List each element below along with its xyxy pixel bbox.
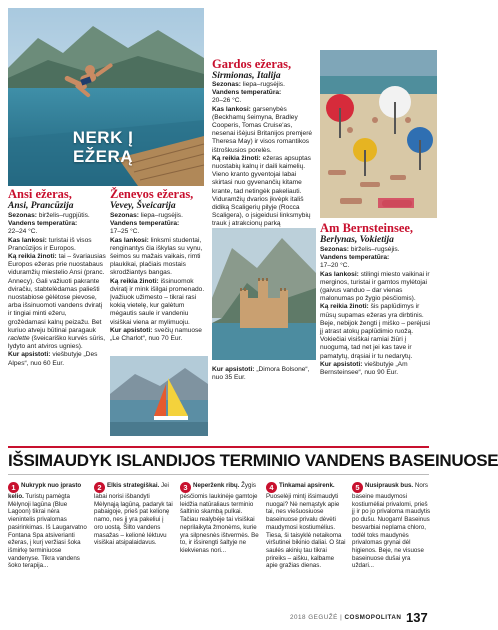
tip-body: Puoselėji mintį išsimaudyti nuogai? Nė nemąstyk apie tai, nes viešuosiuose baseinuose privalu dėvėti maudymosi kostiumėlius. Tiesa, ši taisyklė netaikoma viršutinei bikinio daliai. O štai saulės akinių tau tikrai prireiks – aišku, kalbame apie gražias dienas.: [266, 493, 346, 570]
tip-heading: Nukrypk nuo įprasto kelio.: [8, 482, 82, 500]
page-number: 137: [406, 610, 428, 625]
annecy-who: Kas lankosi: turistai iš visos Prancūzijos ir Europos.: [8, 236, 92, 252]
vevey-stay: Kur apsistoti: svečių namuose „Le Charlot“, nuo 70 Eur.: [110, 326, 202, 343]
tip-5: [352, 482, 432, 570]
vevey-who: Kas lankosi: linksmi studentai, renginantys čia iškylas su vynu, šeimos su mažais vaikais, rimti plaukikai, plačiais mostais skrodžiantys bangas.: [110, 236, 203, 277]
hero-title-line1: NERK Į: [72, 128, 134, 147]
berlin-what: Ką reikia žinoti: šis paplūdimys ir mūsų supamas ežeras yra dirbtinis. Beje, nebijok žengti į miško – perėjusi jį atrast atokų paplūdimio ruožą. Vokiečiai visiškai ramiai žiūri į nuogumą, tad net jei kas tave ir pamatytų, drąsiai ir tu nedarytų.: [320, 303, 430, 360]
sailboat-photo: [110, 356, 208, 436]
annecy-subtitle: Ansi, Prancūzija: [8, 201, 74, 211]
band-rule-bottom: [8, 474, 429, 475]
tip-1: [8, 482, 88, 570]
tip-number: 1: [8, 482, 19, 493]
vevey-body: [110, 212, 210, 343]
tip-number: 2: [94, 482, 105, 493]
berlin-temp: Vandens temperatūra: 17–20 °C.: [320, 254, 390, 270]
annecy-section: [8, 188, 104, 212]
tip-3: [180, 482, 260, 555]
garda-temp: Vandens temperatūra: 20–26 °C.: [212, 89, 282, 105]
footer: [290, 614, 401, 621]
garda-subtitle: Sirmionas, Italija: [212, 71, 281, 81]
annecy-temp: Vandens temperatūra: 22–24 °C.: [8, 220, 78, 236]
tip-heading: Elkis strategiškai.: [107, 482, 160, 489]
garda-section: [212, 58, 318, 82]
annecy-stay: Kur apsistoti: viešbutyje „Des Alpes“, nuo 60 Eur.: [8, 351, 98, 367]
hero-title: [48, 128, 158, 166]
vevey-subtitle: Vevey, Šveicarija: [110, 201, 176, 211]
garda-who: Kas lankosi: garsenybės (Beckhamų šeimyna, Bradley Cooperis, Tomas Cruise'as, nesenai išėjusi Britanijos premjerė Theresa May) ir visos romantikos ištroškusios porelės.: [212, 105, 313, 154]
berlin-season: Sezonas: birželis–rugsėjis.: [320, 246, 400, 253]
garda-stay-block: [212, 366, 316, 382]
vevey-temp: Vandens temperatūra: 17–25 °C.: [110, 220, 180, 236]
berlin-body: [320, 246, 432, 377]
castle-photo: [212, 228, 316, 360]
garda-body: [212, 81, 316, 228]
band-rule-top: [8, 446, 429, 448]
tip-number: 5: [352, 482, 363, 493]
hero-title-line2: EŽERĄ: [72, 147, 134, 166]
garda-what: Ką reikia žinoti: ežeras apsuptas nuostabių kalnų ir daili kaimelių. Vieno kranto gyventojai labai skirtasi nuo gyvenančių kitame krante, tad netingėk pakeliauti. Viduramžių dvarios įkvėpk itališ didiką Scaligerių pilyje (Rocca Scaligera), o įsigeidusi linksmybių trauk į atrakcionų parką: [212, 154, 311, 228]
garda-season: Sezonas: liepa–rugsėjis.: [212, 81, 285, 88]
vevey-season: Sezonas: liepa–rugsėjis.: [110, 212, 183, 219]
annecy-title: Ansi ežeras,: [8, 187, 72, 201]
tip-body: Jei labai norisi išbandyti Mėlynąją lagūną, padaryk tai pabaigoje, prieš pat kelionę namo, nes jį yra pakeliui į oro uostą. Šilto vandens masažas – kelionė lėktuvu visiškai atsipalaidavus.: [94, 482, 173, 547]
berlin-who: Kas lankosi: stilingi miesto vaikinai ir merginos, turistai ir gamtos mylėtojai (gaivus vanduo – dar vienas malonumas po žygio pėsčiomis).: [320, 270, 430, 303]
tip-number: 4: [266, 482, 277, 493]
tip-body: Žygis pėsčiomis laukinėje gamtoje leidžia natūraliaus terminio šaltinio skambą pulkai. Tačiau realybėje tai visiškai neprilaikyta žmonėms, kurie yra silpnesnės ištvermės. Be to, ir išsirengti šaltyje ne kiekvienas nori...: [180, 482, 259, 554]
tip-4: [266, 482, 346, 570]
annecy-what: Ką reikia žinoti: tai – švariausias Europos ežeras prie nuostabaus viduramžių miestelio Ansi (pranc. Annecy). Gali važiuoti pakrante dviračiu, stabtelėdamas paliešti nuostabiose gėlėtose pievose, arba išsinuomoti vandens dviratį ir tingiai minti ežeru, grožėdamasi kalnų peizažu. Bet kuriuo atveju būtinai paragauk raclette (šveicariško kurvės sūris, lydyto ant atviros ugnies).: [8, 253, 106, 351]
berlin-title: Am Bernsteinsee,: [320, 221, 414, 235]
garda-title: Gardos ežeras,: [212, 57, 292, 71]
vevey-section: [110, 188, 210, 212]
tip-body: Nors baseine maudymosi kostiumėliai privalomi, prieš jį ir po jo privaloma maudytis po dušu. Nuogam! Baseinus besvarbiai neplama chloro, todėl toks maudynės privalomas grynai dėl higienos. Beje, ne visuose baseinuose dušai yra uždari...: [352, 482, 431, 570]
footer-magazine: COSMOPOLITAN: [344, 614, 402, 621]
vevey-what: Ką reikia žinoti: išsinuomok dviratį ir mink išilgai promenado. Įvažiuok užimesto – tikrai rasi kokią vietelę, kur galėtum mėgautis saule ir vandeniu visiškai viena ar mylimuoju.: [110, 277, 205, 326]
tip-body: Turistų pamėgta Mėlynoji lagūna (Blue Lagoon) tikrai nėra vienintelis privalomas pasirinkimas. Iš Laugarvatno Fontana Spa atsiverianti ežeras, į kurį veržiasi šoka išmirkę terminiuose vandenyse. Tikra vandens šoko terapija...: [8, 493, 87, 570]
berlin-subtitle: Berlynas, Vokietija: [320, 235, 394, 245]
beach-photo: [320, 50, 437, 218]
tip-2: [94, 482, 174, 547]
tip-number: 3: [180, 482, 191, 493]
vevey-title: Ženevos ežeras,: [110, 187, 194, 201]
tip-heading: Tinkamai apsirenk.: [279, 482, 335, 489]
tip-heading: Nusiprausk bus.: [365, 482, 414, 489]
tip-heading: Neperženk ribų.: [193, 482, 240, 489]
footer-date: 2018 GEGUŽĖ: [290, 614, 338, 621]
band-title: IŠSIMAUDYK ISLANDIJOS TERMINIO VANDENS BASEINUOSE: [8, 451, 498, 470]
garda-stay: Kur apsistoti: „Dimora Bolsone“, nuo 35 Eur.: [212, 366, 310, 382]
annecy-body: [8, 212, 106, 368]
berlin-section: [320, 222, 434, 246]
footer-separator: |: [340, 614, 345, 621]
berlin-stay: Kur apsistoti: viešbutyje „Am Bernsteinsee“, nuo 90 Eur.: [320, 360, 408, 377]
annecy-season: Sezonas: birželis–rugpjūtis.: [8, 212, 90, 219]
